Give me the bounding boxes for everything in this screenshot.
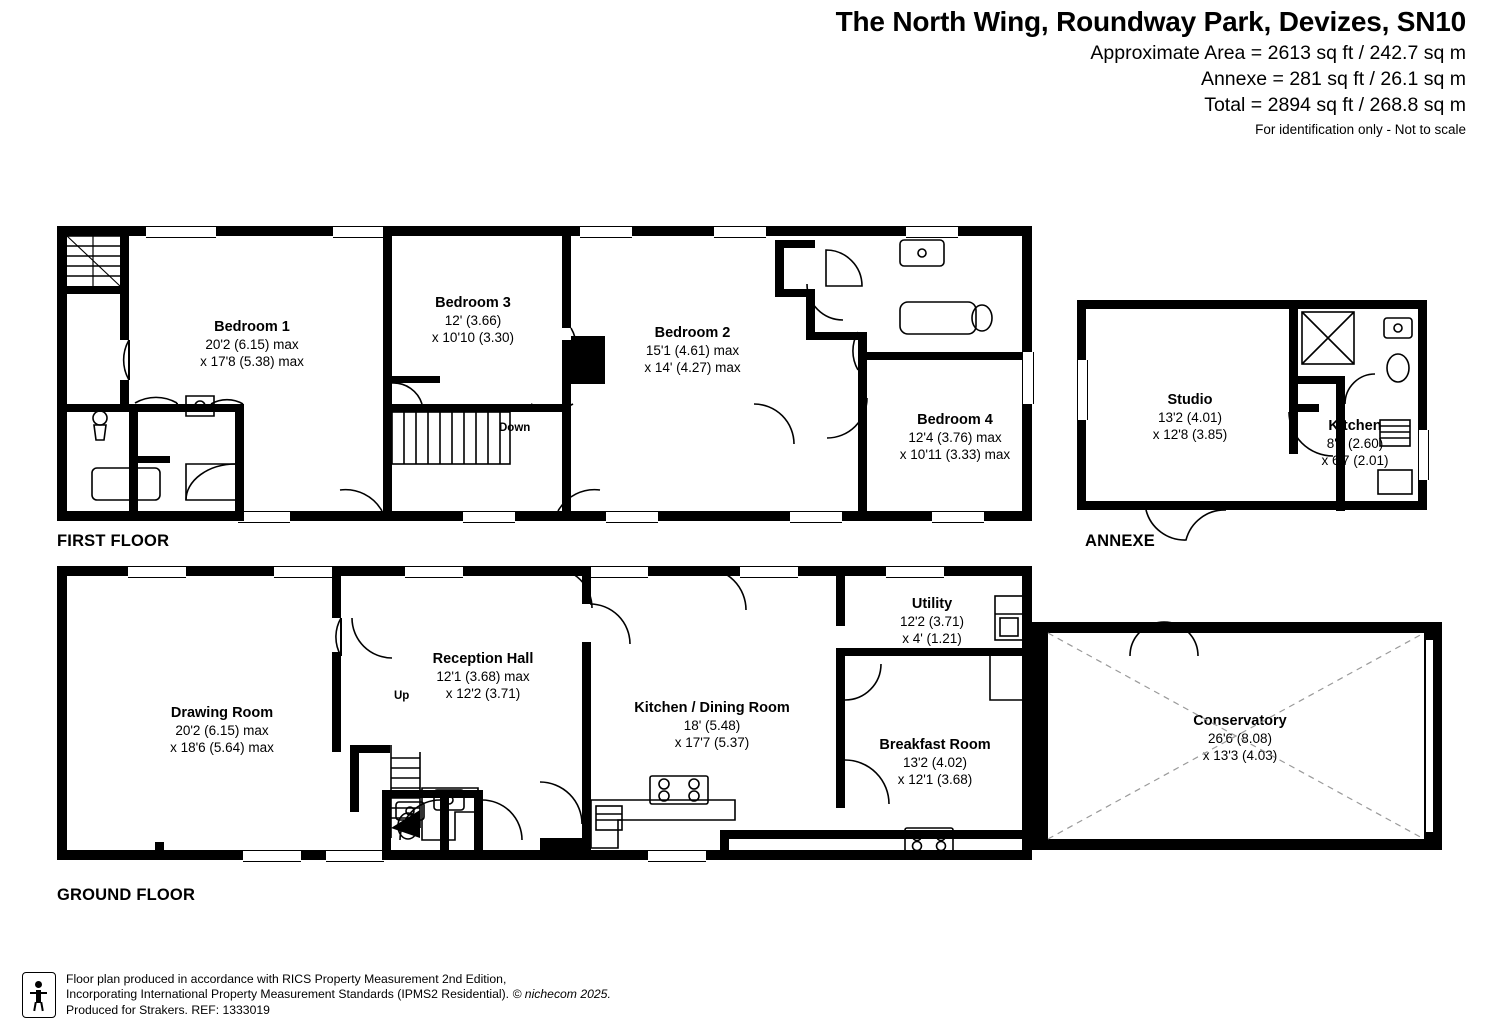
room-label-annexe-kitchen: Kitchen 8'6 (2.60) x 6'7 (2.01) xyxy=(1321,418,1389,468)
header xyxy=(836,4,1466,142)
footer-copyright: © nichecom 2025. xyxy=(512,987,611,1001)
wall-gf-kitchen-left-upper xyxy=(582,566,591,604)
wall-gf-right xyxy=(1022,566,1032,860)
wall-gf-kitchen-bot-step xyxy=(540,838,590,860)
window-gf-top-4 xyxy=(590,566,648,578)
room-label-kitchen-dining-room: Kitchen / Dining Room 18' (5.48) x 17'7 (5.37) xyxy=(634,700,790,750)
room-label-studio: Studio 13'2 (4.01) x 12'8 (3.85) xyxy=(1152,392,1228,442)
room-label-drawing-room: Drawing Room 20'2 (6.15) max x 18'6 (5.64) max xyxy=(170,705,274,755)
wall-ff-bed4-top xyxy=(858,352,1022,360)
wall-ff-stairbox-bottom xyxy=(57,286,129,294)
gf-wc-fixtures xyxy=(396,802,424,839)
door-utility xyxy=(845,664,881,700)
window-ff-bot-4 xyxy=(790,511,842,523)
annexe-area-text: Annexe = 281 sq ft / 26.1 sq m xyxy=(1200,68,1466,90)
stair-direction-down: Down xyxy=(499,422,531,434)
wall-cons-top-inner xyxy=(1032,631,1432,633)
wall-gf-utility-bottom xyxy=(845,648,1025,656)
wall-annexe-lobby-bottom xyxy=(1289,404,1319,412)
footer-line-2a: Incorporating International Property Measurement Standards (IPMS2 Residential). xyxy=(66,987,510,1001)
wall-gf-breakfast-bottom-left xyxy=(720,830,729,860)
door-annexe-kitchen xyxy=(1345,374,1375,404)
wall-ff-bath2-left-upper xyxy=(775,240,784,296)
wall-ff-stair-top xyxy=(392,404,562,412)
window-gf-bot-2 xyxy=(326,850,384,862)
page-title: The North Wing, Roundway Park, Devizes, SN10 xyxy=(835,6,1466,37)
wall-ff-bed3-right-mid xyxy=(562,340,571,380)
room-label-conservatory: Conservatory 26'6 (8.08) x 13'3 (4.03) xyxy=(1193,713,1287,763)
ff-stair-topleft xyxy=(67,236,120,286)
window-ff-top-3 xyxy=(580,226,632,238)
footer xyxy=(22,972,611,1019)
door-hall-nw xyxy=(352,618,392,658)
first-floor-label: FIRST FLOOR xyxy=(57,532,170,550)
door-lobby xyxy=(482,800,522,840)
window-gf-bot-3 xyxy=(648,850,706,862)
door-wc xyxy=(400,800,440,840)
door-kitchen-nw xyxy=(590,604,630,644)
wall-gf-breakfast-bottom xyxy=(720,830,1030,839)
wall-ff-bottom xyxy=(57,511,1032,521)
door-bed2-right xyxy=(754,404,794,444)
wall-ff-bed3-right-upper xyxy=(562,226,571,328)
wall-ff-bath1-partition xyxy=(138,456,170,463)
wall-ff-landing-left xyxy=(383,404,392,511)
wall-ff-bath1-right xyxy=(235,404,244,521)
total-area-text: Total = 2894 sq ft / 268.8 sq m xyxy=(1204,94,1466,116)
stair-direction-up: Up xyxy=(394,690,410,702)
wall-ff-bath2-diag-top xyxy=(775,240,815,248)
wall-ff-left xyxy=(57,226,67,521)
wall-annexe-bath-bottom xyxy=(1298,376,1345,384)
wall-ff-bath1-top xyxy=(138,404,243,412)
wall-cons-corner-tr xyxy=(1425,622,1442,640)
disclaimer-text: For identification only - Not to scale xyxy=(1255,122,1466,137)
ff-bath2-fixtures xyxy=(826,240,992,334)
window-ff-top-2 xyxy=(333,226,385,238)
wall-ff-bed3-right-lower xyxy=(562,380,571,404)
window-ff-top-5 xyxy=(906,226,958,238)
room-label-bedroom-1: Bedroom 1 20'2 (6.15) max x 17'8 (5.38) max xyxy=(200,319,304,369)
wall-ff-bath2-step xyxy=(775,289,815,297)
wall-ff-ensuite1-top xyxy=(57,404,129,412)
footer-line-3: Produced for Strakers. REF: 1333019 xyxy=(66,1002,270,1017)
wall-gf-utility-left xyxy=(836,566,845,626)
window-annexe-left xyxy=(1077,360,1088,420)
wall-gf-lobby-right xyxy=(474,790,483,860)
wall-cons-right-inner xyxy=(1424,631,1426,841)
wall-cons-left-face xyxy=(1032,622,1048,850)
window-gf-top-6 xyxy=(886,566,944,578)
wall-gf-kitchen-left xyxy=(582,642,591,860)
wall-annexe-studio-right xyxy=(1289,300,1298,412)
window-gf-top-3 xyxy=(405,566,463,578)
ff-stairs-landing xyxy=(392,412,510,464)
wall-annexe-bottom xyxy=(1077,501,1427,510)
wall-gf-bot-step xyxy=(155,842,164,860)
wall-ff-bed1-left-upper xyxy=(120,294,129,340)
wall-gf-hall-left-upper xyxy=(332,566,341,618)
window-gf-top-1 xyxy=(128,566,186,578)
room-label-utility: Utility 12'2 (3.71) x 4' (1.21) xyxy=(899,596,965,646)
room-label-breakfast-room: Breakfast Room 13'2 (4.02) x 12'1 (3.68) xyxy=(879,737,991,787)
wall-ff-cupboard-top xyxy=(392,376,440,383)
wall-annexe-top xyxy=(1077,300,1427,309)
wall-gf-stair-left xyxy=(350,752,359,812)
wall-cons-corner-br xyxy=(1425,832,1442,850)
wall-gf-wc-left xyxy=(382,790,391,860)
accessibility-icon xyxy=(22,972,56,1018)
window-gf-top-5 xyxy=(740,566,798,578)
window-ff-bot-5 xyxy=(932,511,984,523)
approximate-area-text: Approximate Area = 2613 sq ft / 242.7 sq m xyxy=(1090,42,1466,64)
wall-gf-bot-left xyxy=(57,850,162,860)
window-ff-top-4 xyxy=(714,226,766,238)
wall-cons-bottom xyxy=(1032,841,1442,850)
wall-ff-landing-right-2 xyxy=(562,438,571,458)
wall-gf-wc-right xyxy=(440,790,449,860)
footer-line-1: Floor plan produced in accordance with RICS Property Measurement 2nd Edition, xyxy=(66,971,507,986)
door-kitchen-lobby xyxy=(540,782,582,824)
door-drawing-room xyxy=(336,618,341,656)
annexe-label: ANNEXE xyxy=(1085,532,1155,550)
door-landing-left xyxy=(340,490,382,511)
room-label-bedroom-4: Bedroom 4 12'4 (3.76) max x 10'11 (3.33) max xyxy=(899,412,1011,462)
wall-cons-bottom-inner xyxy=(1032,839,1432,841)
window-ff-bot-3 xyxy=(606,511,658,523)
ground-floor-label: GROUND FLOOR xyxy=(57,886,196,904)
wall-gf-utility-right xyxy=(1022,620,1032,660)
annexe-entry-step xyxy=(1146,510,1226,540)
wall-gf-stair-top xyxy=(350,745,390,753)
room-label-bedroom-3: Bedroom 3 12' (3.66) x 10'10 (3.30) xyxy=(431,295,515,345)
window-gf-bot-1 xyxy=(243,850,301,862)
wall-cons-right xyxy=(1433,622,1442,850)
wall-ff-bath2-bottom xyxy=(806,332,866,340)
room-label-bedroom-2: Bedroom 2 15'1 (4.61) max x 14' (4.27) max xyxy=(644,325,741,375)
window-ff-bot-2 xyxy=(463,511,515,523)
wall-ff-stairbox-right xyxy=(120,226,129,294)
wall-gf-breakfast-left xyxy=(836,648,845,808)
door-bed1-upper xyxy=(124,340,129,380)
window-ff-bot-1 xyxy=(238,511,290,523)
window-gf-top-2 xyxy=(274,566,332,578)
window-ff-top-1 xyxy=(146,226,216,238)
door-cupboard xyxy=(392,383,422,404)
wall-cons-top xyxy=(1032,622,1442,631)
wall-gf-wc-top xyxy=(382,790,482,798)
wall-gf-left xyxy=(57,566,67,860)
door-ensuite xyxy=(135,397,177,403)
window-ff-right-1 xyxy=(1022,352,1034,404)
room-label-reception-hall: Reception Hall 12'1 (3.68) max x 12'2 (3.71) xyxy=(432,651,534,701)
wall-ff-ensuite1-right xyxy=(129,404,138,521)
